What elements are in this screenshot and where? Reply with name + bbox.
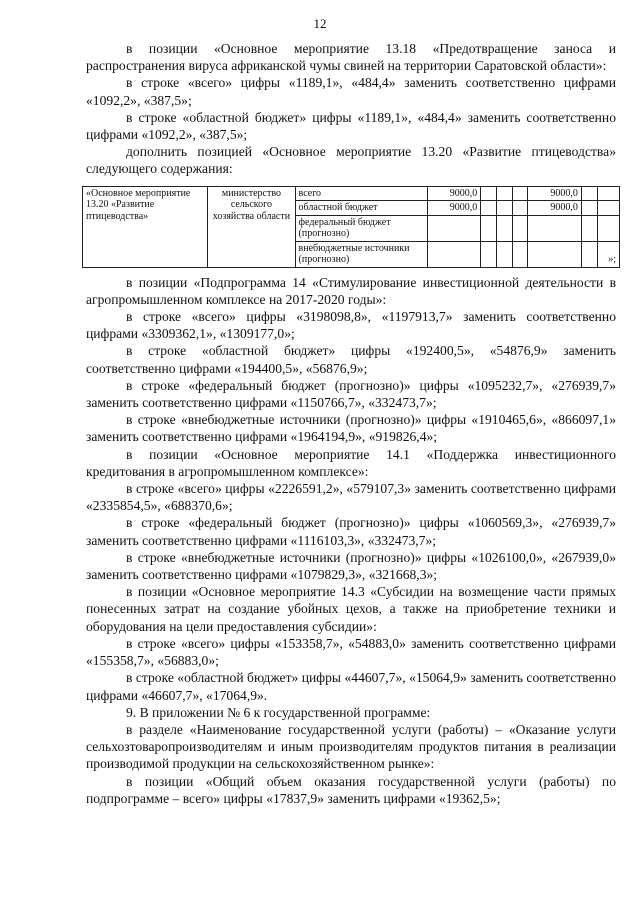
paragraph: в разделе «Наименование государственной услуги (работы) – «Оказание услуги сельхозтоваропроизводителям и иным производителям продуктов питания в реализации производимой продукции на сельскохозяйственном рынке»: [86, 721, 616, 772]
paragraph: в строке «федеральный бюджет (прогнозно)» цифры «1060569,3», «276939,7» заменить соответственно цифрами «1116103,3», «332473,7»; [86, 515, 616, 548]
paragraph: в строке «внебюджетные источники (прогнозно)» цифры «1910465,6», «866097,1» заменить соответственно цифрами «1964194,9», «919826,4»; [86, 412, 616, 445]
event-cell: «Основное мероприятие 13.20 «Развитие птицеводства» [83, 186, 208, 267]
paragraph: в строке «областной бюджет» цифры «1189,1», «484,4» заменить соответственно цифрами «1092,2», «387,5»; [86, 109, 616, 143]
paragraph: в позиции «Основное мероприятие 13.18 «Предотвращение заноса и распространения вируса африканской чумы свиней на территории Саратовской области»: [86, 41, 616, 74]
table-row [83, 186, 620, 201]
total-cell [427, 241, 481, 267]
source-cell: всего [295, 186, 427, 201]
paragraph: в строке «внебюджетные источники (прогнозно)» цифры «1026100,0», «267939,0» заменить соответственно цифрами «1079829,3», «321668,3»; [86, 549, 616, 583]
paragraph: дополнить позицией «Основное мероприятие 13.20 «Развитие птицеводства» следующего содержания: [86, 144, 616, 177]
paragraph: в строке «областной бюджет» цифры «192400,5», «54876,9» заменить соответственно цифрами «194400,5», «56876,9»; [86, 343, 616, 376]
year-cell: 9000,0 [528, 201, 582, 216]
year-cell: 9000,0 [528, 186, 582, 201]
executor-cell: министерство сельского хозяйства области [208, 186, 295, 267]
document-body [86, 40, 616, 807]
paragraph: в строке «всего» цифры «2226591,2», «579107,3» заменить соответственно цифрами «2335854,5», «688370,6»; [86, 481, 616, 514]
total-cell: 9000,0 [427, 201, 481, 216]
page-number: 12 [313, 16, 327, 31]
paragraph: в строке «областной бюджет» цифры «44607,7», «15064,9» заменить соответственно цифрами «46607,7», «17064,9». [86, 670, 616, 703]
section-heading: 9. В приложении № 6 к государственной программе: [126, 704, 431, 720]
paragraph: в позиции «Общий объем оказания государственной услуги (работы) по подпрограмме – всего» цифры «17837,9» заменить цифрами «19362,5»; [86, 773, 616, 806]
paragraph: в позиции «Подпрограмма 14 «Стимулирование инвестиционной деятельности в агропромышленном комплексе на 2017-2020 годы»: [86, 274, 616, 307]
paragraph: в позиции «Основное мероприятие 14.1 «Поддержка инвестиционного кредитования в агропромышленном комплексе»: [86, 446, 616, 479]
source-cell: внебюджетные источники (прогнозно) [295, 241, 427, 267]
paragraph: в строке «всего» цифры «1189,1», «484,4» заменить соответственно цифрами «1092,2», «387,5»; [86, 75, 616, 108]
paragraph: в строке «федеральный бюджет (прогнозно)» цифры «1095232,7», «276939,7» заменить соответственно цифрами «1150766,7», «332473,7»; [86, 377, 616, 411]
year-cell [528, 241, 582, 267]
source-cell: областной бюджет [295, 201, 427, 216]
total-cell: 9000,0 [427, 186, 481, 201]
paragraph: в строке «всего» цифры «153358,7», «54883,0» заменить соответственно цифрами «155358,7», «56883,0»; [86, 635, 616, 669]
allocation-table [82, 186, 620, 268]
paragraph: в позиции «Основное мероприятие 14.3 «Субсидии на возмещение части прямых понесенных затрат на создание убойных цехов, а также на приобретение техники и оборудования на цели предоставления субсидии»: [86, 584, 616, 634]
total-cell [427, 215, 481, 241]
allocation-table-wrap [82, 186, 620, 268]
source-cell: федеральный бюджет (прогнозно) [295, 215, 427, 241]
paragraph: в строке «всего» цифры «3198098,8», «1197913,7» заменить соответственно цифрами «3309362,1», «1309177,0»; [86, 309, 616, 342]
year-cell [528, 215, 582, 241]
closing-mark: »; [597, 241, 619, 267]
